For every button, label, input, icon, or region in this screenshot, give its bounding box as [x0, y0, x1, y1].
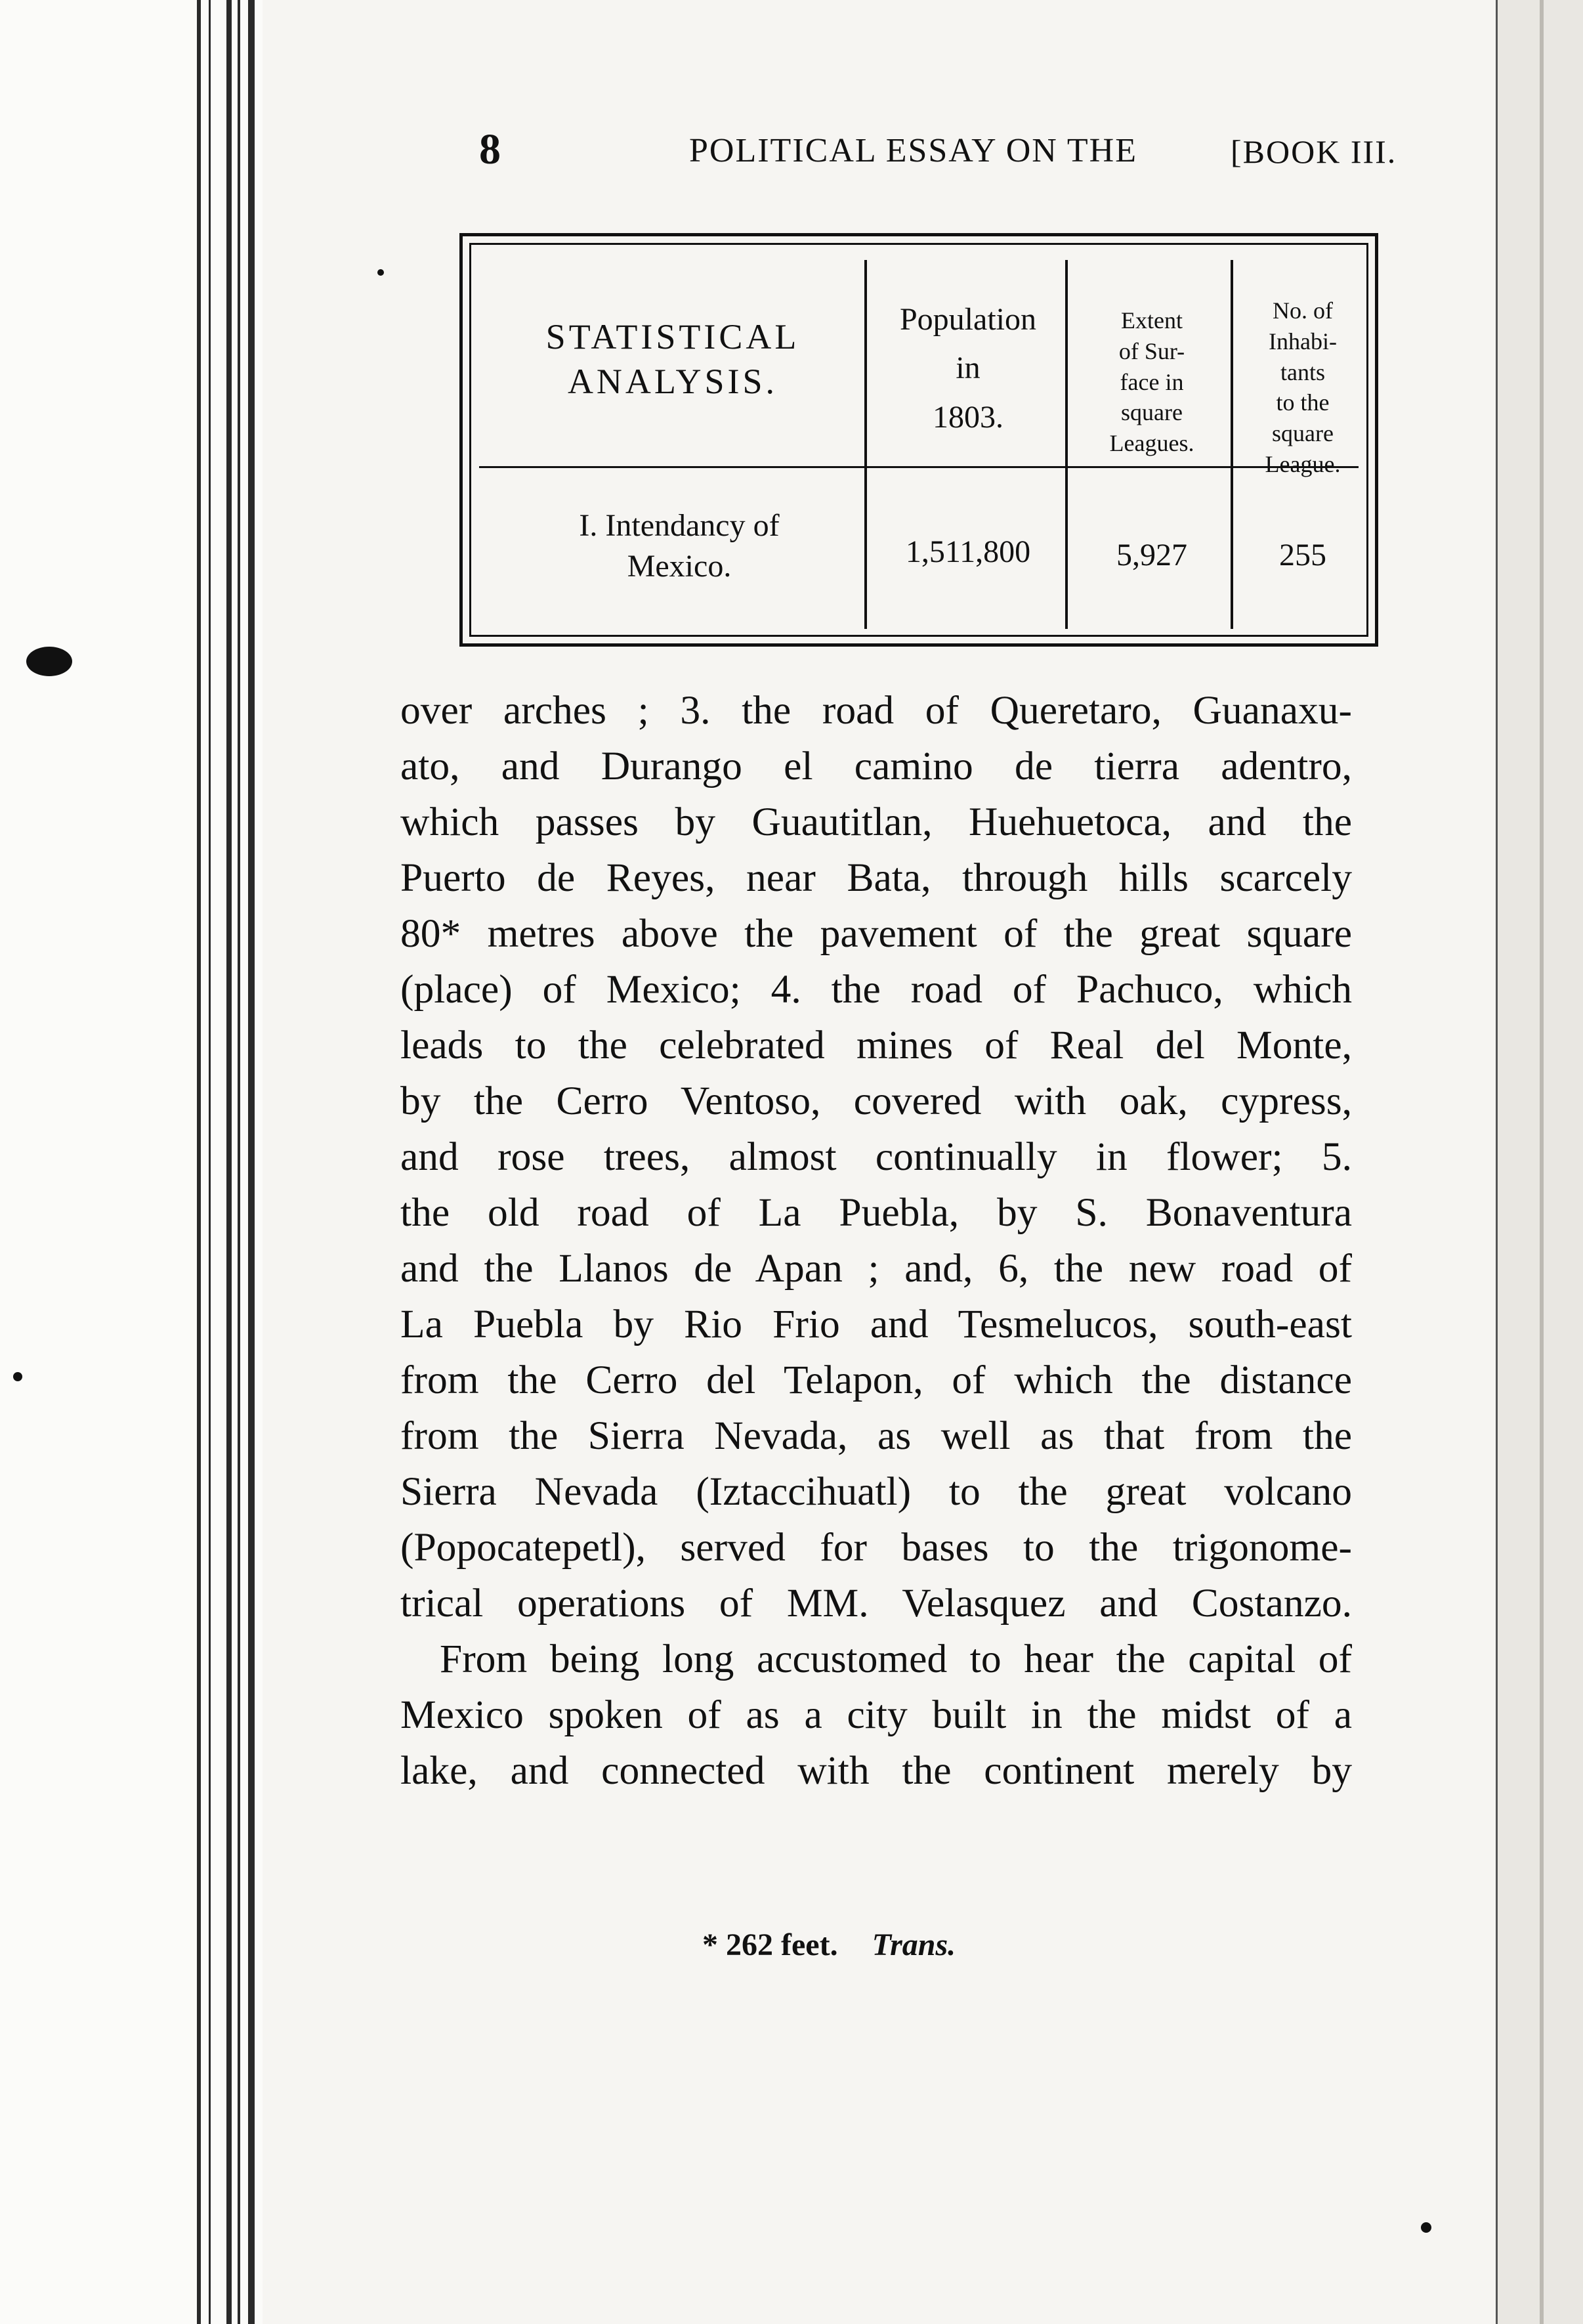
text-line: Puerto de Reyes, near Bata, through hills scarcely [400, 855, 1352, 900]
column-divider [864, 260, 867, 629]
body-text [400, 683, 1352, 1799]
text-line: ato, and Durango el camino de tierra adentro, [400, 744, 1352, 788]
text-line: and the Llanos de Apan ; and, 6, the new road of [400, 1246, 1352, 1291]
binding-line [238, 0, 240, 2324]
header-line: ANALYSIS. [567, 361, 778, 401]
header-line: tants [1280, 358, 1325, 385]
text-line: by the Cerro Ventoso, covered with oak, cypress, [400, 1079, 1352, 1123]
binding-line [197, 0, 201, 2324]
header-extent [1080, 305, 1224, 459]
header-line: face in [1120, 368, 1184, 395]
text-line: (place) of Mexico; 4. the road of Pachuco, which [400, 967, 1352, 1012]
statistical-table [459, 233, 1378, 647]
text-line: over arches ; 3. the road of Queretaro, Guanaxu- [400, 688, 1352, 733]
page-number: 8 [479, 125, 501, 173]
row-divider [479, 466, 1359, 468]
column-divider [1065, 260, 1068, 629]
column-divider [1231, 260, 1233, 629]
header-line: of Sur- [1118, 337, 1185, 364]
cell-line: I. Intendancy of [579, 508, 780, 543]
text-line: which passes by Guautitlan, Huehuetoca, and the [400, 800, 1352, 844]
header-line: League. [1265, 450, 1341, 477]
text-line: lake, and connected with the continent merely by [400, 1748, 1352, 1793]
text-line: leads to the celebrated mines of Real del Monte, [400, 1023, 1352, 1067]
binding-gutter [0, 0, 263, 2324]
text-line: From being long accustomed to hear the capital of [440, 1637, 1352, 1681]
header-line: to the [1276, 389, 1330, 416]
cell-extent: 5,927 [1116, 538, 1187, 572]
header-line: No. of [1273, 297, 1333, 324]
ink-speck [26, 647, 72, 676]
text-line: 80* metres above the pavement of the great square [400, 911, 1352, 956]
header-line: 1803. [933, 399, 1003, 435]
header-population [883, 295, 1053, 442]
text-line: Sierra Nevada (Iztaccihuatl) to the great volcano [400, 1469, 1352, 1514]
header-statistical-analysis [489, 315, 856, 404]
ink-speck [1421, 2222, 1431, 2233]
page-header [473, 125, 1404, 184]
text-line: (Popocatepetl), served for bases to the trigonome- [400, 1525, 1352, 1570]
text-line: from the Sierra Nevada, as well as that from the [400, 1413, 1352, 1458]
header-line: in [956, 351, 981, 386]
book-reference: [BOOK III. [1231, 133, 1397, 170]
cell-intendancy-name [502, 506, 856, 588]
text-line: La Puebla by Rio Frio and Tesmelucos, south-east [400, 1302, 1352, 1346]
footnote [702, 1927, 956, 1963]
footnote-trans: Trans. [872, 1927, 956, 1962]
header-line: Leagues. [1109, 430, 1194, 457]
header-line: STATISTICAL [545, 317, 800, 356]
ink-speck [13, 1372, 22, 1381]
binding-line [248, 0, 255, 2324]
header-line: Extent [1121, 307, 1183, 334]
running-title: POLITICAL ESSAY ON THE [689, 132, 1137, 169]
header-line: square [1121, 399, 1183, 426]
cell-inhabitants: 255 [1279, 538, 1326, 572]
footnote-text: * 262 feet. [702, 1927, 838, 1962]
binding-line [209, 0, 211, 2324]
text-line: from the Cerro del Telapon, of which the distance [400, 1358, 1352, 1402]
header-line: Inhabi- [1269, 328, 1337, 355]
text-line: the old road of La Puebla, by S. Bonaventura [400, 1190, 1352, 1235]
cell-population: 1,511,800 [905, 534, 1031, 569]
text-line: Mexico spoken of as a city built in the midst of a [400, 1692, 1352, 1737]
cell-line: Mexico. [627, 549, 732, 584]
text-line: and rose trees, almost continually in flower; 5. [400, 1134, 1352, 1179]
text-line: trical operations of MM. Velasquez and Costanzo. [400, 1581, 1352, 1625]
header-line: square [1272, 420, 1334, 447]
binding-line [226, 0, 232, 2324]
header-inhabitants [1240, 295, 1365, 480]
page-edge-line [1540, 0, 1544, 2324]
ink-speck [377, 269, 384, 276]
header-line: Population [899, 302, 1036, 337]
